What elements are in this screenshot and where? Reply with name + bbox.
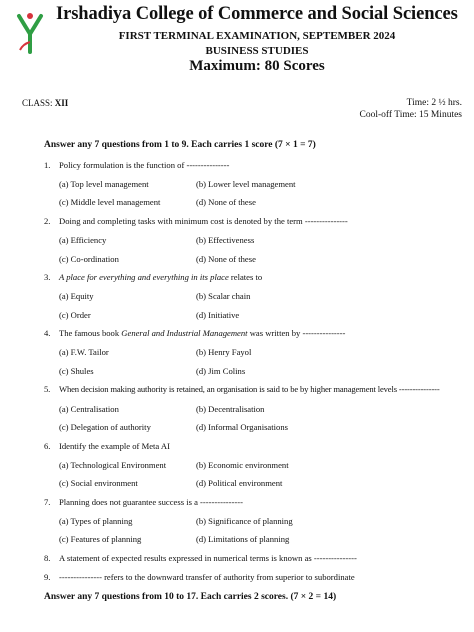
option-b: (b) Lower level management xyxy=(196,179,296,189)
option-c: (c) Co-ordination xyxy=(59,254,119,264)
question-3 xyxy=(44,272,262,282)
option-a: (a) Types of planning xyxy=(59,516,133,526)
option-c: (c) Delegation of authority xyxy=(59,422,151,432)
class-info xyxy=(22,98,68,108)
college-name: Irshadiya College of Commerce and Social Sciences xyxy=(56,4,458,24)
question-9 xyxy=(44,572,355,582)
class-label: CLASS: xyxy=(22,98,53,108)
cool-off-time: Cool-off Time: 15 Minutes xyxy=(359,110,462,120)
option-c: (c) Social environment xyxy=(59,478,138,488)
question-text: was written by --------------- xyxy=(247,328,346,338)
question-text: The famous book xyxy=(59,328,122,338)
option-c: (c) Order xyxy=(59,310,91,320)
option-d: (d) None of these xyxy=(196,254,256,264)
section1-heading: Answer any 7 questions from 1 to 9. Each carries 1 score (7 × 1 = 7) xyxy=(44,140,316,150)
class-value: XII xyxy=(54,98,69,108)
option-b: (b) Economic environment xyxy=(196,460,289,470)
question-number: 9. xyxy=(44,572,51,582)
option-c: (c) Shules xyxy=(59,366,94,376)
option-d: (d) Jim Colins xyxy=(196,366,246,376)
question-4 xyxy=(44,328,345,338)
option-d: (d) Informal Organisations xyxy=(196,422,288,432)
question-number: 7. xyxy=(44,497,51,507)
question-number: 2. xyxy=(44,216,51,226)
option-b: (b) Effectiveness xyxy=(196,235,255,245)
question-text: Doing and completing tasks with minimum cost is denoted by the term --------------- xyxy=(59,216,348,226)
question-5 xyxy=(44,384,440,394)
option-c: (c) Middle level management xyxy=(59,197,161,207)
question-text: Planning does not guarantee success is a --------------- xyxy=(59,497,243,507)
question-6 xyxy=(44,441,170,451)
question-text: Identify the example of Meta AI xyxy=(59,441,170,451)
option-a: (a) Technological Environment xyxy=(59,460,167,470)
option-d: (d) Limitations of planning xyxy=(196,534,290,544)
question-8 xyxy=(44,553,357,563)
question-7 xyxy=(44,497,243,507)
option-a: (a) Top level management xyxy=(59,179,149,189)
question-text: --------------- refers to the downward transfer of authority from superior to subordinate xyxy=(59,572,355,582)
question-text: When decision making authority is retained, an organisation is said to be by higher management levels --------------- xyxy=(59,384,440,394)
option-b: (b) Scalar chain xyxy=(196,291,251,301)
option-c: (c) Features of planning xyxy=(59,534,142,544)
question-text: Policy formulation is the function of --------------- xyxy=(59,160,230,170)
question-text: relates to xyxy=(228,272,263,282)
question-number: 6. xyxy=(44,441,51,451)
question-1 xyxy=(44,160,229,170)
time-info xyxy=(360,97,463,121)
time-duration: Time: 2 ½ hrs. xyxy=(406,98,462,108)
question-text-italic: A place for everything and everything in its place xyxy=(59,272,229,282)
option-b: (b) Henry Fayol xyxy=(196,347,252,357)
question-number: 8. xyxy=(44,553,51,563)
question-text-italic: General and Industrial Management xyxy=(121,328,248,338)
section2-heading: Answer any 7 questions from 10 to 17. Each carries 2 scores. (7 × 2 = 14) xyxy=(44,592,337,602)
option-d: (d) Political environment xyxy=(196,478,283,488)
option-d: (d) None of these xyxy=(196,197,256,207)
question-number: 3. xyxy=(44,272,51,282)
max-score: Maximum: 80 Scores xyxy=(189,58,325,74)
question-number: 1. xyxy=(44,160,51,170)
question-number: 4. xyxy=(44,328,51,338)
option-a: (a) F.W. Tailor xyxy=(59,347,109,357)
option-a: (a) Efficiency xyxy=(59,235,107,245)
option-b: (b) Significance of planning xyxy=(196,516,293,526)
subject-title: BUSINESS STUDIES xyxy=(205,45,309,57)
question-text: A statement of expected results expressed in numerical terms is known as --------------- xyxy=(59,553,357,563)
question-number: 5. xyxy=(44,384,51,394)
option-a: (a) Equity xyxy=(59,291,94,301)
question-2 xyxy=(44,216,348,226)
option-a: (a) Centralisation xyxy=(59,404,119,414)
exam-title: FIRST TERMINAL EXAMINATION, SEPTEMBER 2024 xyxy=(118,30,396,42)
option-d: (d) Initiative xyxy=(196,310,240,320)
option-b: (b) Decentralisation xyxy=(196,404,265,414)
